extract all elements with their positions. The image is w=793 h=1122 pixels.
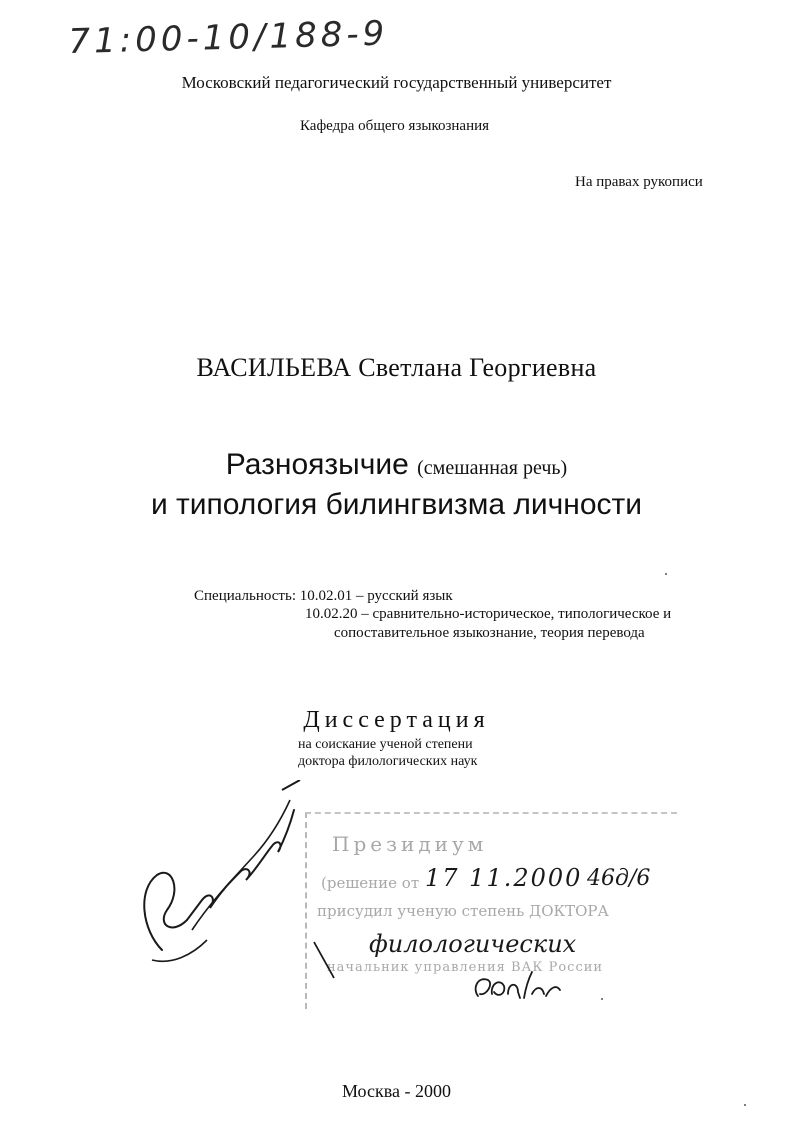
department-name: Кафедра общего языкознания: [300, 118, 490, 134]
degree-line-1: на соискание ученой степени: [298, 737, 473, 752]
stamp-line-2: (решение от: [321, 874, 420, 892]
degree-line-2: доктора филологических наук: [298, 754, 478, 769]
rights-note: На правах рукописи: [575, 174, 703, 190]
handwritten-number: 46д/6: [587, 866, 651, 891]
title-main: Разноязычие: [225, 448, 409, 481]
specialty-line-2: 10.02.20 – сравнительно-историческое, типологическое и: [305, 606, 672, 622]
stamp-line-1: Президиум: [332, 832, 488, 856]
university-name: Московский педагогический государственный университет: [181, 73, 612, 92]
handwritten-field: филологических: [369, 930, 577, 958]
scan-speck: [744, 1104, 746, 1106]
scan-speck: [665, 573, 667, 575]
city-year: Москва - 2000: [342, 1081, 451, 1101]
manuscript-number: 71:00-10/188-9: [68, 13, 389, 62]
stamp-signature: [470, 968, 565, 1008]
specialty-line-3: сопоставительное языкознание, теория перевода: [334, 625, 645, 641]
specialty-line-1: Специальность: 10.02.01 – русский язык: [194, 588, 453, 604]
author-name: ВАСИЛЬЕВА Светлана Георгиевна: [196, 353, 597, 382]
document-type: Диссертация: [303, 707, 490, 733]
title-line-2: и типология билингвизма личности: [150, 488, 643, 521]
slash-mark: [312, 940, 336, 980]
handwritten-date: 17 11.2000: [425, 864, 583, 892]
author-signature: [132, 780, 302, 980]
title-parenthetical: (смешанная речь): [417, 457, 568, 479]
scan-speck: [601, 998, 603, 1000]
stamp-line-3: присудил ученую степень ДОКТОРА: [317, 902, 609, 920]
title-line-1: [0, 448, 793, 482]
stamp-line-5: начальник управления ВАК России: [327, 960, 604, 975]
